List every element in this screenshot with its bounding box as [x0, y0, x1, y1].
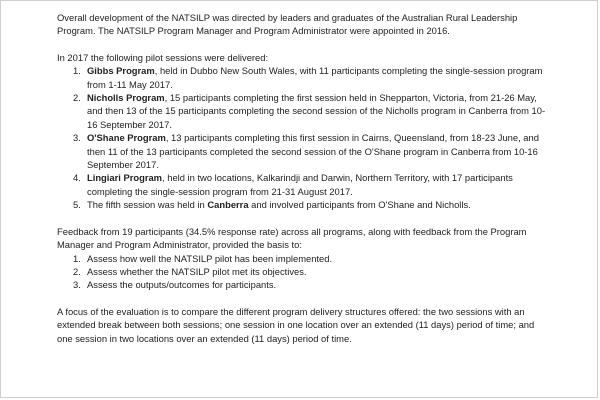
program-description: , 13 participants completing this first session in Cairns, Queensland, from 18-23 June, and then 11 of the 13 participants completed the second session of the O'Shane program in Canberra from 10-16 September 2017. — [87, 132, 539, 171]
list-number: 4. — [73, 172, 81, 184]
list-number: 2. — [73, 265, 81, 277]
list-item — [57, 91, 551, 131]
fifth-session-place: Canberra — [207, 199, 249, 211]
feedback-list — [57, 252, 551, 292]
list-number: 2. — [73, 92, 81, 104]
program-name: Gibbs Program — [87, 65, 155, 77]
list-number: 5. — [73, 199, 81, 211]
program-name: O'Shane Program — [87, 132, 166, 144]
focus-paragraph: A focus of the evaluation is to compare the different program delivery structures offered: the two sessions with an extended break between both sessions; one session in one location over an extended (11 days) period of time; and one session in two locations over an extended (11 days) period of time. — [57, 305, 535, 344]
list-item — [57, 131, 551, 171]
list-number: 3. — [73, 279, 81, 291]
pilot-intro: In 2017 the following pilot sessions were delivered: — [57, 51, 269, 63]
list-item — [57, 198, 551, 211]
list-item — [57, 171, 551, 198]
list-item-text: Assess whether the NATSILP pilot met its objectives. — [87, 265, 307, 277]
program-description: , held in Dubbo New South Wales, with 11 participants completing the single-session program from 1-11 May 2017. — [87, 65, 543, 90]
list-item — [57, 265, 551, 278]
fifth-session-text: The fifth session was held in — [87, 199, 208, 211]
fifth-session-text-end: and involved participants from O'Shane and Nicholls. — [248, 199, 471, 211]
feedback-paragraph: Feedback from 19 participants (34.5% response rate) across all programs, along with feedback from the Program Manager and Program Administrator, provided the basis to: — [57, 225, 527, 251]
program-name: Nicholls Program — [87, 92, 165, 104]
list-item-text: Assess the outputs/outcomes for participants. — [87, 279, 277, 291]
document-body — [57, 11, 551, 345]
list-item — [57, 278, 551, 291]
list-item — [57, 64, 551, 91]
list-item — [57, 252, 551, 265]
list-number: 1. — [73, 65, 81, 77]
intro-paragraph: Overall development of the NATSILP was directed by leaders and graduates of the Australian Rural Leadership Program. The NATSILP Program Manager and Program Administrator were appointed in 2016. — [57, 12, 518, 37]
program-description: , held in two locations, Kalkarindji and Darwin, Northern Territory, with 17 participants completing the single-session program from 21-31 August 2017. — [87, 172, 513, 197]
program-description: , 15 participants completing the first session held in Shepparton, Victoria, from 21-26 May, and then 13 of the 15 participants completing the second session of the Nicholls program in Canberra from 10-16 September 2017. — [87, 92, 546, 130]
pilot-sessions-list — [57, 64, 551, 211]
program-name: Lingiari Program — [87, 172, 163, 184]
list-item-text: Assess how well the NATSILP pilot has been implemented. — [87, 252, 333, 264]
list-number: 1. — [73, 252, 81, 264]
list-number: 3. — [73, 132, 81, 144]
